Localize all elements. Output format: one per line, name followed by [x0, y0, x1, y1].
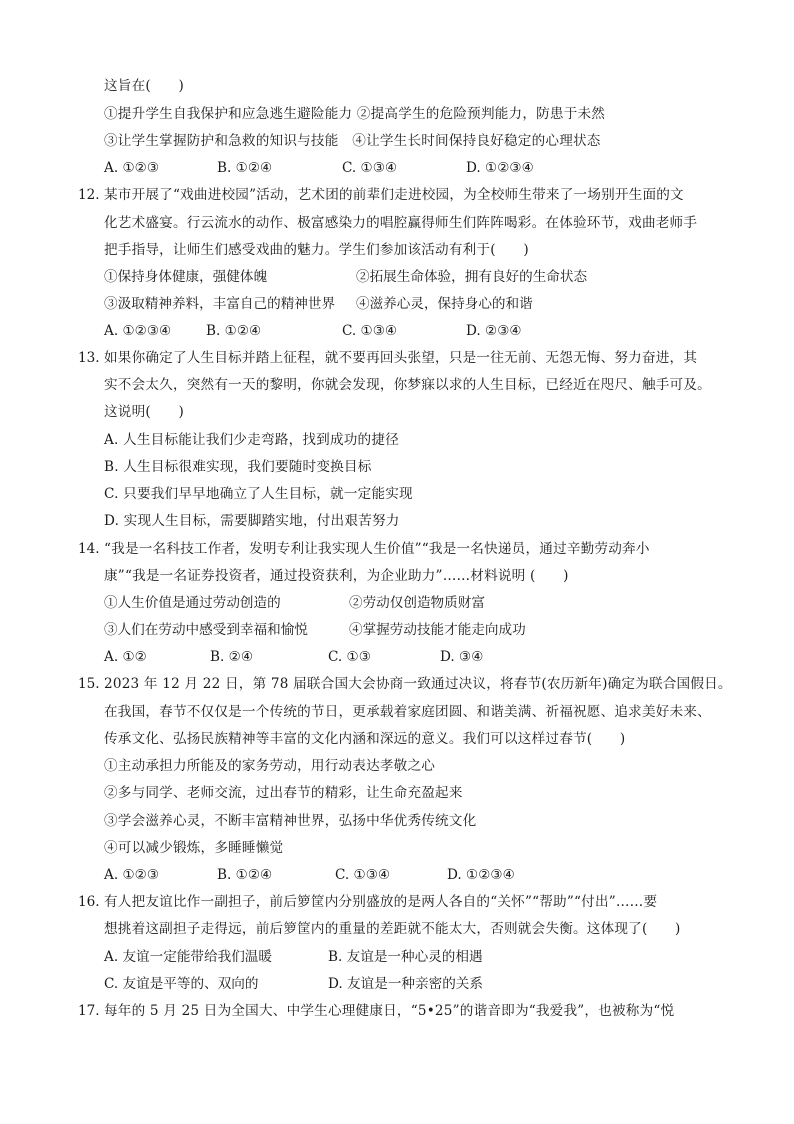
q13-stem-line-3: 这说明( ) [104, 404, 184, 420]
q14-statement-2: ②劳动仅创造物质财富 [349, 595, 485, 611]
q15-option-b[interactable]: B. ①②④ [217, 867, 273, 883]
q12-stem-line-1: 某市开展了“戏曲进校园”活动，艺术团的前辈们走进校园，为全校师生带来了一场别开生面的文 [104, 187, 684, 203]
q16-option-c[interactable]: C. 友谊是平等的、双向的 [104, 976, 259, 992]
q15-stem-line-1: 2023 年 12 月 22 日，第 78 届联合国大会协商一致通过决议，将春节(农历新年)确定为联合国假日。 [104, 676, 732, 692]
q12-number: 12. [78, 187, 100, 203]
q11-option-a[interactable]: A. ①②③ [104, 160, 160, 176]
q15-option-c[interactable]: C. ①③④ [335, 867, 391, 883]
q12-statement-1: ①保持身体健康，强健体魄 [104, 269, 268, 285]
q12-option-b[interactable]: B. ①②④ [206, 323, 262, 339]
q16-number: 16. [78, 894, 100, 910]
q11-stem-tail: 这旨在( ) [104, 78, 184, 94]
q14-option-a[interactable]: A. ①② [104, 649, 147, 665]
q16-option-a[interactable]: A. 友谊一定能带给我们温暖 [104, 949, 272, 965]
q11-statement-line-2: ③让学生掌握防护和急救的知识与技能 ④让学生长时间保持良好稳定的心理状态 [104, 133, 601, 149]
q14-statement-4: ④掌握劳动技能才能走向成功 [349, 622, 526, 638]
q15-option-d[interactable]: D. ①②③④ [447, 867, 515, 883]
q17-stem-line-1: 每年的 5 月 25 日为全国大、中学生心理健康日，“5•25”的谐音即为“我爱我”，也被称为“悦 [104, 1003, 675, 1019]
q15-stem-line-2: 在我国，春节不仅仅是一个传统的节日，更承载着家庭团圆、和谐美满、祈福祝愿、追求美好未来、 [104, 704, 711, 720]
q15-option-a[interactable]: A. ①②③ [104, 867, 160, 883]
q16-stem-line-2: 想挑着这副担子走得远，前后箩筐内的重量的差距就不能太大，否则就会失衡。这体现了( ) [104, 921, 681, 937]
q11-option-d[interactable]: D. ①②③④ [466, 160, 534, 176]
q12-stem-line-3: 把手指导，让师生们感受戏曲的魅力。学生们参加该活动有利于( ) [104, 242, 529, 258]
q12-statement-4: ④滋养心灵，保持身心的和谐 [356, 296, 533, 312]
q13-option-c[interactable]: C. 只要我们早早地确立了人生目标，就一定能实现 [104, 486, 413, 502]
q12-statement-3: ③汲取精神养料，丰富自己的精神世界 [104, 296, 336, 312]
q15-stem-line-3: 传承文化、弘扬民族精神等丰富的文化内涵和深远的意义。我们可以这样过春节( ) [104, 731, 626, 747]
q17-number: 17. [78, 1003, 100, 1019]
q13-stem-line-2: 实不会太久，突然有一天的黎明，你就会发现，你梦寐以求的人生目标，已经近在咫尺、触手可及。 [104, 377, 711, 393]
q11-option-b[interactable]: B. ①②④ [217, 160, 273, 176]
q16-option-b[interactable]: B. 友谊是一种心灵的相遇 [328, 949, 483, 965]
q13-stem-line-1: 如果你确定了人生目标并踏上征程，就不要再回头张望，只是一往无前、无怨无悔、努力奋进，其 [104, 350, 698, 366]
q14-option-b[interactable]: B. ②④ [210, 649, 254, 665]
q12-stem-line-2: 化艺术盛宴。行云流水的动作、极富感染力的唱腔赢得师生们阵阵喝彩。在体验环节，戏曲老师手 [104, 215, 698, 231]
q16-option-d[interactable]: D. 友谊是一种亲密的关系 [328, 976, 483, 992]
q15-statement-3: ③学会滋养心灵，不断丰富精神世界，弘扬中华优秀传统文化 [104, 813, 477, 829]
q13-option-d[interactable]: D. 实现人生目标，需要脚踏实地，付出艰苦努力 [104, 513, 400, 529]
q12-option-a[interactable]: A. ①②③④ [104, 323, 172, 339]
q13-option-b[interactable]: B. 人生目标很难实现，我们要随时变换目标 [104, 459, 372, 475]
q14-statement-1: ①人生价值是通过劳动创造的 [104, 595, 281, 611]
q15-statement-2: ②多与同学、老师交流，过出春节的精彩，让生命充盈起来 [104, 785, 463, 801]
q15-number: 15. [78, 676, 100, 692]
q13-number: 13. [78, 350, 100, 366]
q16-stem-line-1: 有人把友谊比作一副担子，前后箩筐内分别盛放的是两人各自的“关怀”“帮助”“付出”……要 [104, 894, 658, 910]
q14-statement-3: ③人们在劳动中感受到幸福和愉悦 [104, 622, 308, 638]
q14-number: 14. [78, 541, 100, 557]
q12-option-c[interactable]: C. ①③④ [342, 323, 398, 339]
q14-option-c[interactable]: C. ①③ [328, 649, 371, 665]
q15-statement-1: ①主动承担力所能及的家务劳动，用行动表达孝敬之心 [104, 758, 436, 774]
q14-option-d[interactable]: D. ③④ [440, 649, 484, 665]
q11-statement-line-1: ①提升学生自我保护和应急逃生避险能力 ②提高学生的危险预判能力，防患于未然 [104, 106, 606, 122]
q15-statement-4: ④可以减少锻炼，多睡睡懒觉 [104, 840, 284, 856]
q13-option-a[interactable]: A. 人生目标能让我们少走弯路，找到成功的捷径 [104, 432, 399, 448]
q14-stem-line-1: “我是一名科技工作者，发明专利让我实现人生价值”“我是一名快递员，通过辛勤劳动奔小 [104, 541, 650, 557]
q12-option-d[interactable]: D. ②③④ [466, 323, 522, 339]
q14-stem-line-2: 康”“我是一名证券投资者，通过投资获利，为企业助力”……材料说明 ( ) [104, 568, 569, 584]
q12-statement-2: ②拓展生命体验，拥有良好的生命状态 [356, 269, 588, 285]
q11-option-c[interactable]: C. ①③④ [342, 160, 398, 176]
